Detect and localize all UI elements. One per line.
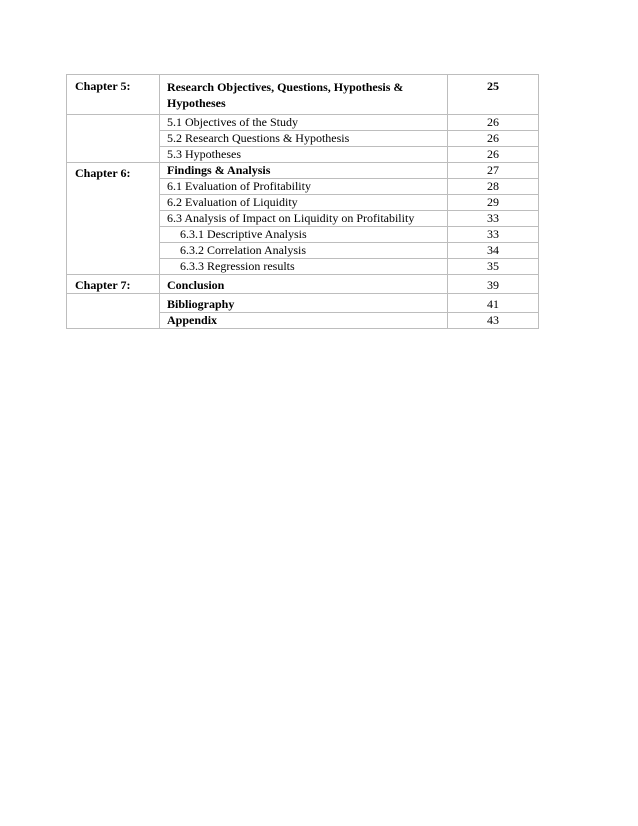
page-number: 27 xyxy=(448,163,539,179)
page-number: 26 xyxy=(448,115,539,131)
page-number: 41 xyxy=(448,294,539,313)
page-number: 33 xyxy=(448,227,539,243)
page-number: 26 xyxy=(448,147,539,163)
table-row xyxy=(67,115,539,131)
page-number: 29 xyxy=(448,195,539,211)
section-title: Conclusion xyxy=(160,275,448,294)
section-title: 6.1 Evaluation of Profitability xyxy=(160,179,448,195)
page-number: 25 xyxy=(448,75,539,115)
section-title: Findings & Analysis xyxy=(160,163,448,179)
chapter-cell-empty xyxy=(67,115,160,163)
section-title: Research Objectives, Questions, Hypothesis & Hypotheses xyxy=(160,75,448,115)
table-row xyxy=(67,75,539,115)
page-number: 35 xyxy=(448,259,539,275)
chapter-label: Chapter 5: xyxy=(67,75,160,115)
section-title: Appendix xyxy=(160,313,448,329)
section-title: 5.2 Research Questions & Hypothesis xyxy=(160,131,448,147)
page-number: 39 xyxy=(448,275,539,294)
section-title: 6.3.1 Descriptive Analysis xyxy=(160,227,448,243)
page-number: 34 xyxy=(448,243,539,259)
section-title: 6.2 Evaluation of Liquidity xyxy=(160,195,448,211)
table-row xyxy=(67,294,539,313)
table-row xyxy=(67,275,539,294)
section-title: 5.1 Objectives of the Study xyxy=(160,115,448,131)
chapter-cell-empty xyxy=(67,294,160,329)
section-title: Bibliography xyxy=(160,294,448,313)
section-title: 6.3.3 Regression results xyxy=(160,259,448,275)
page-number: 43 xyxy=(448,313,539,329)
table-of-contents xyxy=(66,74,539,329)
chapter-label: Chapter 6: xyxy=(67,163,160,275)
chapter-label: Chapter 7: xyxy=(67,275,160,294)
section-title: 6.3 Analysis of Impact on Liquidity on Profitability xyxy=(160,211,448,227)
section-title: 5.3 Hypotheses xyxy=(160,147,448,163)
page-number: 33 xyxy=(448,211,539,227)
table-row xyxy=(67,163,539,179)
page-number: 28 xyxy=(448,179,539,195)
page-number: 26 xyxy=(448,131,539,147)
section-title: 6.3.2 Correlation Analysis xyxy=(160,243,448,259)
